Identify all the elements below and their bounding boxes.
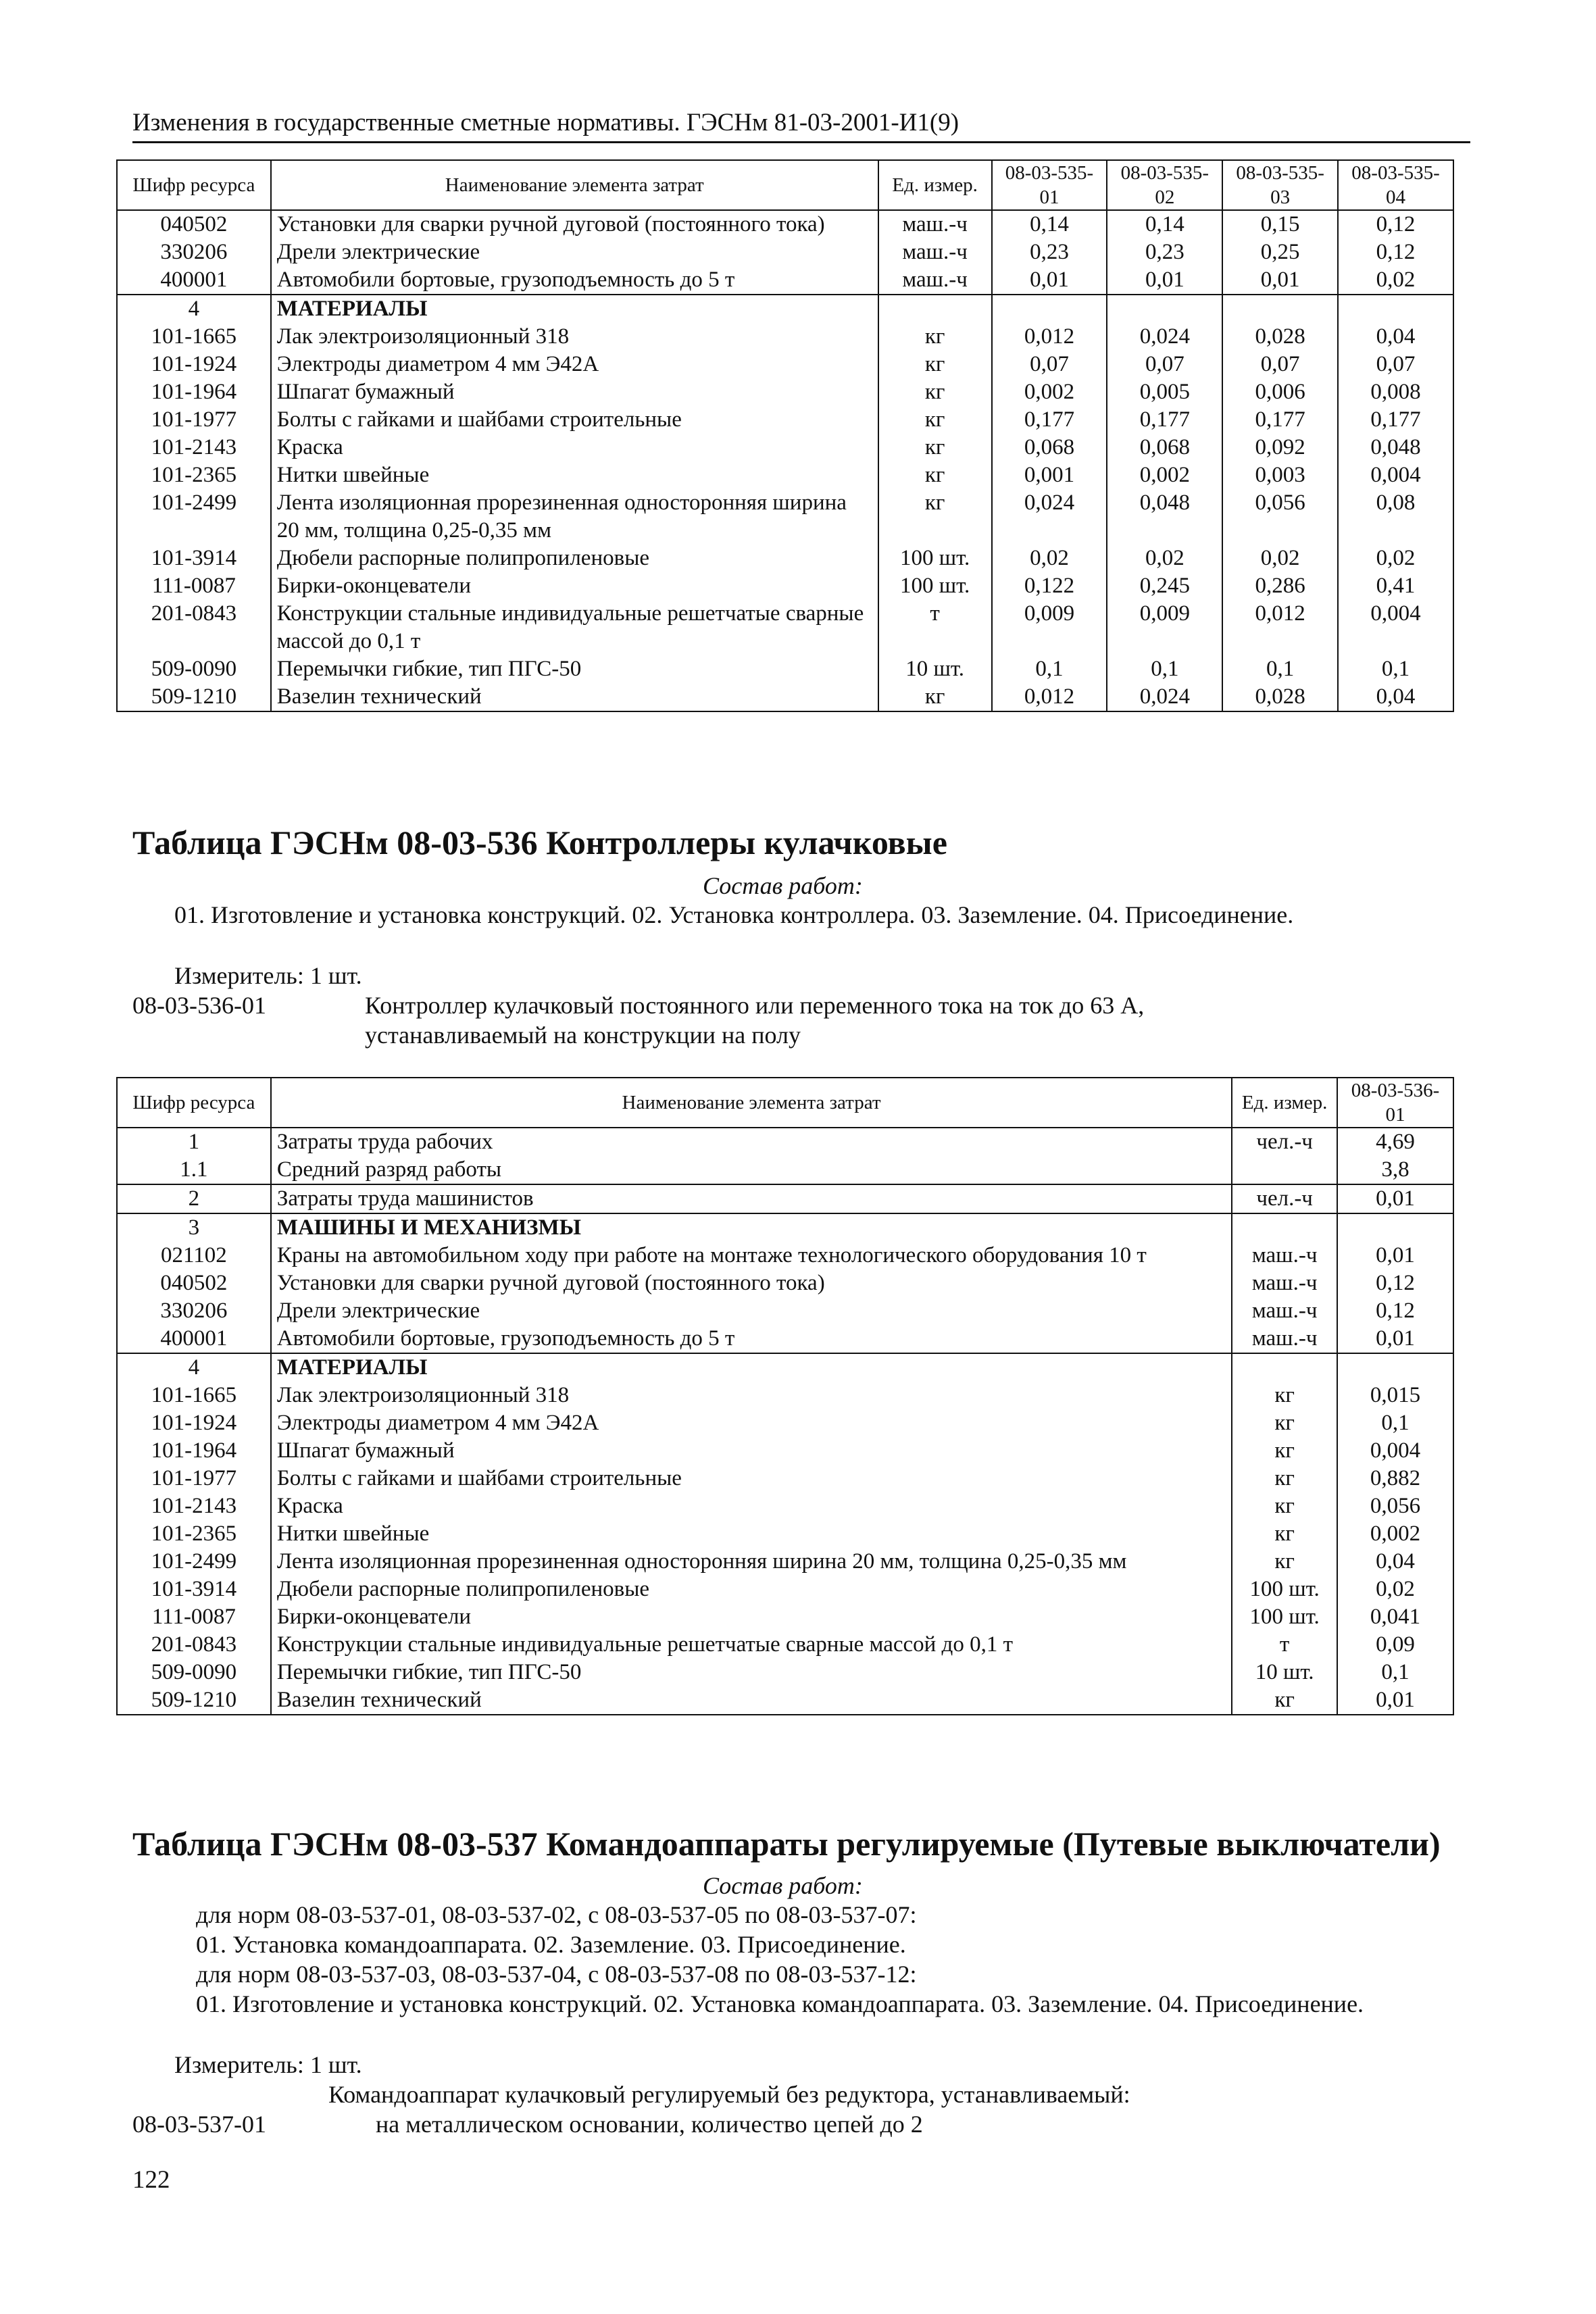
table-row bbox=[117, 1184, 1453, 1213]
table-cell: 0,092 bbox=[1222, 434, 1338, 461]
table-row bbox=[117, 323, 1453, 351]
table-cell: 0,012 bbox=[992, 683, 1107, 711]
table-cell: 0,23 bbox=[1107, 238, 1222, 266]
table-cell: Нитки швейные bbox=[271, 461, 878, 489]
table-row bbox=[117, 434, 1453, 461]
table-cell: кг bbox=[878, 461, 992, 489]
table-cell: 0,14 bbox=[1107, 210, 1222, 238]
table-cell: 0,02 bbox=[1338, 545, 1453, 572]
table-cell: 0,12 bbox=[1337, 1269, 1453, 1297]
table-cell: 0,04 bbox=[1337, 1548, 1453, 1576]
table-cell: Установки для сварки ручной дуговой (постоянного тока) bbox=[271, 1269, 1232, 1297]
table-536 bbox=[116, 1077, 1454, 1715]
table-cell: 400001 bbox=[117, 266, 271, 295]
table-row bbox=[117, 545, 1453, 572]
table-cell: Краска bbox=[271, 434, 878, 461]
table-cell: Лак электроизоляционный 318 bbox=[271, 1382, 1232, 1409]
table-cell: Бирки-оконцеватели bbox=[271, 1603, 1232, 1631]
table-cell: 2 bbox=[117, 1184, 271, 1213]
table-cell: 0,07 bbox=[992, 351, 1107, 378]
table-cell bbox=[1338, 295, 1453, 323]
table-cell: 0,04 bbox=[1338, 323, 1453, 351]
table-cell: 0,15 bbox=[1222, 210, 1338, 238]
composition-label: Состав работ: bbox=[703, 1872, 863, 1899]
table-cell: 0,056 bbox=[1337, 1492, 1453, 1520]
table-cell: 0,23 bbox=[992, 238, 1107, 266]
table-cell: 0,07 bbox=[1338, 351, 1453, 378]
table-cell: МАТЕРИАЛЫ bbox=[271, 295, 878, 323]
table-row bbox=[117, 1297, 1453, 1325]
table-cell: Дюбели распорные полипропиленовые bbox=[271, 545, 878, 572]
col-header: Ед. измер. bbox=[1232, 1078, 1337, 1128]
table-cell: кг bbox=[1232, 1520, 1337, 1548]
table-row bbox=[117, 1520, 1453, 1548]
table-cell: 0,01 bbox=[992, 266, 1107, 295]
table-cell: 101-1665 bbox=[117, 323, 271, 351]
table-535 bbox=[116, 159, 1454, 712]
col-header: Шифр ресурса bbox=[117, 1078, 271, 1128]
table-cell: 101-2499 bbox=[117, 489, 271, 545]
composition-scope: для норм 08-03-537-03, 08-03-537-04, с 08-03-537-08 по 08-03-537-12: bbox=[196, 1961, 917, 1988]
table-cell: 0,01 bbox=[1107, 266, 1222, 295]
table-cell: 0,02 bbox=[1222, 545, 1338, 572]
table-cell: 330206 bbox=[117, 238, 271, 266]
table-cell: кг bbox=[1232, 1409, 1337, 1437]
table-row bbox=[117, 1686, 1453, 1715]
table-cell: Автомобили бортовые, грузоподъемность до 5 т bbox=[271, 1325, 1232, 1353]
table-cell: кг bbox=[878, 406, 992, 434]
table-cell: 0,002 bbox=[1337, 1520, 1453, 1548]
table-cell: Краны на автомобильном ходу при работе на монтаже технологического оборудования 10 т bbox=[271, 1242, 1232, 1269]
table-cell: 0,008 bbox=[1338, 378, 1453, 406]
table-cell: 101-2143 bbox=[117, 434, 271, 461]
table-cell: Вазелин технический bbox=[271, 683, 878, 711]
table-cell: 0,048 bbox=[1338, 434, 1453, 461]
table-536-title: Таблица ГЭСНм 08-03-536 Контроллеры кулачковые bbox=[132, 824, 947, 861]
page-number: 122 bbox=[132, 2166, 170, 2194]
table-cell: маш.-ч bbox=[1232, 1325, 1337, 1353]
table-cell: кг bbox=[1232, 1492, 1337, 1520]
table-row bbox=[117, 461, 1453, 489]
table-row bbox=[117, 1659, 1453, 1686]
table-cell: 0,286 bbox=[1222, 572, 1338, 600]
table-cell: 0,177 bbox=[992, 406, 1107, 434]
norm-description: устанавливаемый на конструкции на полу bbox=[365, 1022, 801, 1049]
table-row bbox=[117, 1128, 1453, 1156]
table-cell: 0,177 bbox=[1338, 406, 1453, 434]
table-cell: 101-1964 bbox=[117, 1437, 271, 1465]
table-row bbox=[117, 655, 1453, 683]
table-cell: 101-1665 bbox=[117, 1382, 271, 1409]
table-cell: кг bbox=[1232, 1382, 1337, 1409]
table-cell: 1 bbox=[117, 1128, 271, 1156]
table-row bbox=[117, 489, 1453, 545]
table-cell: 0,012 bbox=[992, 323, 1107, 351]
table-cell: 0,122 bbox=[992, 572, 1107, 600]
page-header: Изменения в государственные сметные нормативы. ГЭСНм 81-03-2001-И1(9) bbox=[132, 108, 1470, 143]
table-cell: 0,12 bbox=[1337, 1297, 1453, 1325]
table-cell: 0,1 bbox=[1107, 655, 1222, 683]
table-cell: маш.-ч bbox=[1232, 1242, 1337, 1269]
table-cell: 3,8 bbox=[1337, 1156, 1453, 1184]
table-cell: 0,041 bbox=[1337, 1603, 1453, 1631]
table-cell: 10 шт. bbox=[1232, 1659, 1337, 1686]
table-cell: 100 шт. bbox=[878, 545, 992, 572]
table-cell: 0,024 bbox=[1107, 323, 1222, 351]
table-cell: 4 bbox=[117, 1353, 271, 1382]
table-cell: 0,04 bbox=[1338, 683, 1453, 711]
table-cell: 0,028 bbox=[1222, 323, 1338, 351]
table-cell: 400001 bbox=[117, 1325, 271, 1353]
table-cell: кг bbox=[878, 434, 992, 461]
table-cell: 021102 bbox=[117, 1242, 271, 1269]
table-cell: 0,068 bbox=[1107, 434, 1222, 461]
table-cell: 3 bbox=[117, 1213, 271, 1242]
table-cell: 0,14 bbox=[992, 210, 1107, 238]
table-cell: 101-3914 bbox=[117, 545, 271, 572]
table-header-row bbox=[117, 1078, 1453, 1128]
table-cell: Лак электроизоляционный 318 bbox=[271, 323, 878, 351]
table-cell: Затраты труда рабочих bbox=[271, 1128, 1232, 1156]
col-header: 08-03-535-03 bbox=[1222, 160, 1338, 210]
table-cell: маш.-ч bbox=[1232, 1269, 1337, 1297]
table-row bbox=[117, 1242, 1453, 1269]
table-cell: 0,177 bbox=[1222, 406, 1338, 434]
table-cell bbox=[1222, 295, 1338, 323]
table-cell: маш.-ч bbox=[1232, 1297, 1337, 1325]
table-row bbox=[117, 1353, 1453, 1382]
table-cell: Бирки-оконцеватели bbox=[271, 572, 878, 600]
table-cell: Автомобили бортовые, грузоподъемность до 5 т bbox=[271, 266, 878, 295]
table-cell: кг bbox=[1232, 1465, 1337, 1492]
table-cell: 0,07 bbox=[1107, 351, 1222, 378]
table-cell: 509-1210 bbox=[117, 683, 271, 711]
table-row bbox=[117, 351, 1453, 378]
table-row bbox=[117, 683, 1453, 711]
table-cell: Конструкции стальные индивидуальные решетчатые сварные массой до 0,1 т bbox=[271, 600, 878, 655]
table-cell: 0,048 bbox=[1107, 489, 1222, 545]
table-cell: 0,1 bbox=[1222, 655, 1338, 683]
table-cell: Средний разряд работы bbox=[271, 1156, 1232, 1184]
table-cell: 100 шт. bbox=[1232, 1603, 1337, 1631]
table-cell: кг bbox=[878, 683, 992, 711]
table-cell: 101-2499 bbox=[117, 1548, 271, 1576]
table-row bbox=[117, 1382, 1453, 1409]
table-cell bbox=[992, 295, 1107, 323]
table-row bbox=[117, 1437, 1453, 1465]
col-header: 08-03-535-02 bbox=[1107, 160, 1222, 210]
table-cell: 0,01 bbox=[1337, 1686, 1453, 1715]
composition-text: 01. Изготовление и установка конструкций. 02. Установка командоаппарата. 03. Заземление. 04. Присоединение. bbox=[196, 1990, 1364, 2017]
table-cell: кг bbox=[878, 489, 992, 545]
table-cell: маш.-ч bbox=[878, 266, 992, 295]
table-cell: 101-1964 bbox=[117, 378, 271, 406]
table-cell: 0,001 bbox=[992, 461, 1107, 489]
col-header: 08-03-536-01 bbox=[1337, 1078, 1453, 1128]
table-cell: 509-0090 bbox=[117, 655, 271, 683]
table-cell: 0,01 bbox=[1222, 266, 1338, 295]
table-cell: 0,024 bbox=[1107, 683, 1222, 711]
col-header: Наименование элемента затрат bbox=[271, 1078, 1232, 1128]
table-cell: Дюбели распорные полипропиленовые bbox=[271, 1576, 1232, 1603]
table-cell: кг bbox=[1232, 1437, 1337, 1465]
norm-code: 08-03-536-01 bbox=[132, 992, 266, 1019]
table-cell: 100 шт. bbox=[878, 572, 992, 600]
table-row bbox=[117, 1325, 1453, 1353]
table-cell bbox=[1337, 1213, 1453, 1242]
table-row bbox=[117, 1465, 1453, 1492]
table-cell: 0,003 bbox=[1222, 461, 1338, 489]
table-row bbox=[117, 600, 1453, 655]
table-cell: 0,1 bbox=[992, 655, 1107, 683]
table-cell: Шпагат бумажный bbox=[271, 378, 878, 406]
table-cell: 0,004 bbox=[1338, 461, 1453, 489]
table-row bbox=[117, 1548, 1453, 1576]
table-cell: 0,012 bbox=[1222, 600, 1338, 655]
norm-group-title: Командоаппарат кулачковый регулируемый без редуктора, устанавливаемый: bbox=[328, 2081, 1130, 2108]
table-row bbox=[117, 1492, 1453, 1520]
table-cell: 0,12 bbox=[1338, 210, 1453, 238]
table-cell: МАТЕРИАЛЫ bbox=[271, 1353, 1232, 1382]
norm-code: 08-03-537-01 bbox=[132, 2111, 266, 2138]
table-cell: 0,882 bbox=[1337, 1465, 1453, 1492]
table-cell: Лента изоляционная прорезиненная односторонняя ширина 20 мм, толщина 0,25-0,35 мм bbox=[271, 1548, 1232, 1576]
table-cell: 101-1924 bbox=[117, 351, 271, 378]
table-header-row bbox=[117, 160, 1453, 210]
table-cell: 0,12 bbox=[1338, 238, 1453, 266]
table-cell: 0,006 bbox=[1222, 378, 1338, 406]
col-header: Шифр ресурса bbox=[117, 160, 271, 210]
table-cell: 10 шт. bbox=[878, 655, 992, 683]
table-cell: Перемычки гибкие, тип ПГС-50 bbox=[271, 1659, 1232, 1686]
table-cell: Конструкции стальные индивидуальные решетчатые сварные массой до 0,1 т bbox=[271, 1631, 1232, 1659]
table-cell: 0,005 bbox=[1107, 378, 1222, 406]
table-cell: 111-0087 bbox=[117, 572, 271, 600]
table-cell: 509-0090 bbox=[117, 1659, 271, 1686]
measure-unit: Измеритель: 1 шт. bbox=[174, 2051, 362, 2078]
table-cell: Вазелин технический bbox=[271, 1686, 1232, 1715]
col-header: Наименование элемента затрат bbox=[271, 160, 878, 210]
table-cell: маш.-ч bbox=[878, 210, 992, 238]
table-cell bbox=[1232, 1353, 1337, 1382]
table-row bbox=[117, 572, 1453, 600]
table-cell: 0,004 bbox=[1337, 1437, 1453, 1465]
table-cell: 0,009 bbox=[992, 600, 1107, 655]
table-cell: 0,02 bbox=[992, 545, 1107, 572]
table-cell: кг bbox=[878, 351, 992, 378]
table-cell: 0,028 bbox=[1222, 683, 1338, 711]
norm-description: на металлическом основании, количество цепей до 2 bbox=[376, 2111, 923, 2138]
table-cell: кг bbox=[1232, 1548, 1337, 1576]
table-cell: 0,02 bbox=[1337, 1576, 1453, 1603]
table-cell: 0,02 bbox=[1338, 266, 1453, 295]
table-row bbox=[117, 1409, 1453, 1437]
table-cell: 101-2365 bbox=[117, 1520, 271, 1548]
table-cell: Лента изоляционная прорезиненная односторонняя ширина 20 мм, толщина 0,25-0,35 мм bbox=[271, 489, 878, 545]
table-cell: 0,1 bbox=[1337, 1659, 1453, 1686]
table-cell: 100 шт. bbox=[1232, 1576, 1337, 1603]
table-cell bbox=[1232, 1156, 1337, 1184]
table-cell: 101-1924 bbox=[117, 1409, 271, 1437]
table-cell: 0,002 bbox=[992, 378, 1107, 406]
table-row bbox=[117, 1156, 1453, 1184]
table-cell: 111-0087 bbox=[117, 1603, 271, 1631]
composition-text: 01. Изготовление и установка конструкций. 02. Установка контроллера. 03. Заземление. 04. Присоединение. bbox=[174, 901, 1294, 928]
table-cell: МАШИНЫ И МЕХАНИЗМЫ bbox=[271, 1213, 1232, 1242]
table-cell: 0,41 bbox=[1338, 572, 1453, 600]
table-row bbox=[117, 378, 1453, 406]
table-cell: Затраты труда машинистов bbox=[271, 1184, 1232, 1213]
table-cell: 201-0843 bbox=[117, 600, 271, 655]
table-cell bbox=[1337, 1353, 1453, 1382]
table-row bbox=[117, 1269, 1453, 1297]
table-cell: 0,02 bbox=[1107, 545, 1222, 572]
table-cell: 201-0843 bbox=[117, 1631, 271, 1659]
table-cell: Установки для сварки ручной дуговой (постоянного тока) bbox=[271, 210, 878, 238]
table-cell: кг bbox=[1232, 1686, 1337, 1715]
table-row bbox=[117, 1603, 1453, 1631]
norm-description: Контроллер кулачковый постоянного или переменного тока на ток до 63 А, bbox=[365, 992, 1145, 1019]
table-cell: кг bbox=[878, 323, 992, 351]
table-cell: 0,245 bbox=[1107, 572, 1222, 600]
table-cell: 0,09 bbox=[1337, 1631, 1453, 1659]
table-cell: 0,002 bbox=[1107, 461, 1222, 489]
table-cell: 101-3914 bbox=[117, 1576, 271, 1603]
table-cell: 4 bbox=[117, 295, 271, 323]
table-cell: Перемычки гибкие, тип ПГС-50 bbox=[271, 655, 878, 683]
table-cell: кг bbox=[878, 378, 992, 406]
table-cell: 101-2365 bbox=[117, 461, 271, 489]
table-cell: 0,004 bbox=[1338, 600, 1453, 655]
table-cell: 101-1977 bbox=[117, 1465, 271, 1492]
table-cell: 0,009 bbox=[1107, 600, 1222, 655]
table-cell: 0,25 bbox=[1222, 238, 1338, 266]
table-cell: маш.-ч bbox=[878, 238, 992, 266]
table-cell: Электроды диаметром 4 мм Э42А bbox=[271, 1409, 1232, 1437]
table-row bbox=[117, 210, 1453, 238]
table-cell: Дрели электрические bbox=[271, 238, 878, 266]
table-cell: Шпагат бумажный bbox=[271, 1437, 1232, 1465]
table-cell: 040502 bbox=[117, 1269, 271, 1297]
table-cell: т bbox=[878, 600, 992, 655]
table-cell: 0,024 bbox=[992, 489, 1107, 545]
table-537-title: Таблица ГЭСНм 08-03-537 Командоаппараты регулируемые (Путевые выключатели) bbox=[132, 1825, 1441, 1863]
table-cell: 101-1977 bbox=[117, 406, 271, 434]
table-cell: Электроды диаметром 4 мм Э42А bbox=[271, 351, 878, 378]
table-cell: 0,056 bbox=[1222, 489, 1338, 545]
table-cell: 0,01 bbox=[1337, 1184, 1453, 1213]
table-cell: 0,1 bbox=[1337, 1409, 1453, 1437]
table-cell: 1.1 bbox=[117, 1156, 271, 1184]
table-cell: Болты с гайками и шайбами строительные bbox=[271, 406, 878, 434]
table-cell: Дрели электрические bbox=[271, 1297, 1232, 1325]
table-cell bbox=[1232, 1213, 1337, 1242]
table-cell bbox=[878, 295, 992, 323]
composition-label: Состав работ: bbox=[703, 872, 863, 899]
table-cell: Болты с гайками и шайбами строительные bbox=[271, 1465, 1232, 1492]
table-row bbox=[117, 1576, 1453, 1603]
composition-text: 01. Установка командоаппарата. 02. Заземление. 03. Присоединение. bbox=[196, 1931, 906, 1958]
table-row bbox=[117, 1213, 1453, 1242]
measure-unit: Измеритель: 1 шт. bbox=[174, 962, 362, 989]
table-cell: 040502 bbox=[117, 210, 271, 238]
table-cell: 330206 bbox=[117, 1297, 271, 1325]
table-cell: чел.-ч bbox=[1232, 1184, 1337, 1213]
table-cell: 0,015 bbox=[1337, 1382, 1453, 1409]
table-row bbox=[117, 406, 1453, 434]
table-cell: 0,07 bbox=[1222, 351, 1338, 378]
table-row bbox=[117, 1631, 1453, 1659]
composition-scope: для норм 08-03-537-01, 08-03-537-02, с 08-03-537-05 по 08-03-537-07: bbox=[196, 1901, 917, 1928]
col-header: 08-03-535-04 bbox=[1338, 160, 1453, 210]
table-row bbox=[117, 238, 1453, 266]
col-header: Ед. измер. bbox=[878, 160, 992, 210]
table-cell: 0,01 bbox=[1337, 1325, 1453, 1353]
table-cell: чел.-ч bbox=[1232, 1128, 1337, 1156]
table-cell: 509-1210 bbox=[117, 1686, 271, 1715]
table-cell: 0,068 bbox=[992, 434, 1107, 461]
table-cell: 0,1 bbox=[1338, 655, 1453, 683]
col-header: 08-03-535-01 bbox=[992, 160, 1107, 210]
table-cell: 4,69 bbox=[1337, 1128, 1453, 1156]
table-row bbox=[117, 295, 1453, 323]
table-cell bbox=[1107, 295, 1222, 323]
table-cell: 0,01 bbox=[1337, 1242, 1453, 1269]
table-cell: 101-2143 bbox=[117, 1492, 271, 1520]
table-cell: Нитки швейные bbox=[271, 1520, 1232, 1548]
table-cell: 0,177 bbox=[1107, 406, 1222, 434]
table-cell: Краска bbox=[271, 1492, 1232, 1520]
table-cell: 0,08 bbox=[1338, 489, 1453, 545]
table-cell: т bbox=[1232, 1631, 1337, 1659]
table-row bbox=[117, 266, 1453, 295]
